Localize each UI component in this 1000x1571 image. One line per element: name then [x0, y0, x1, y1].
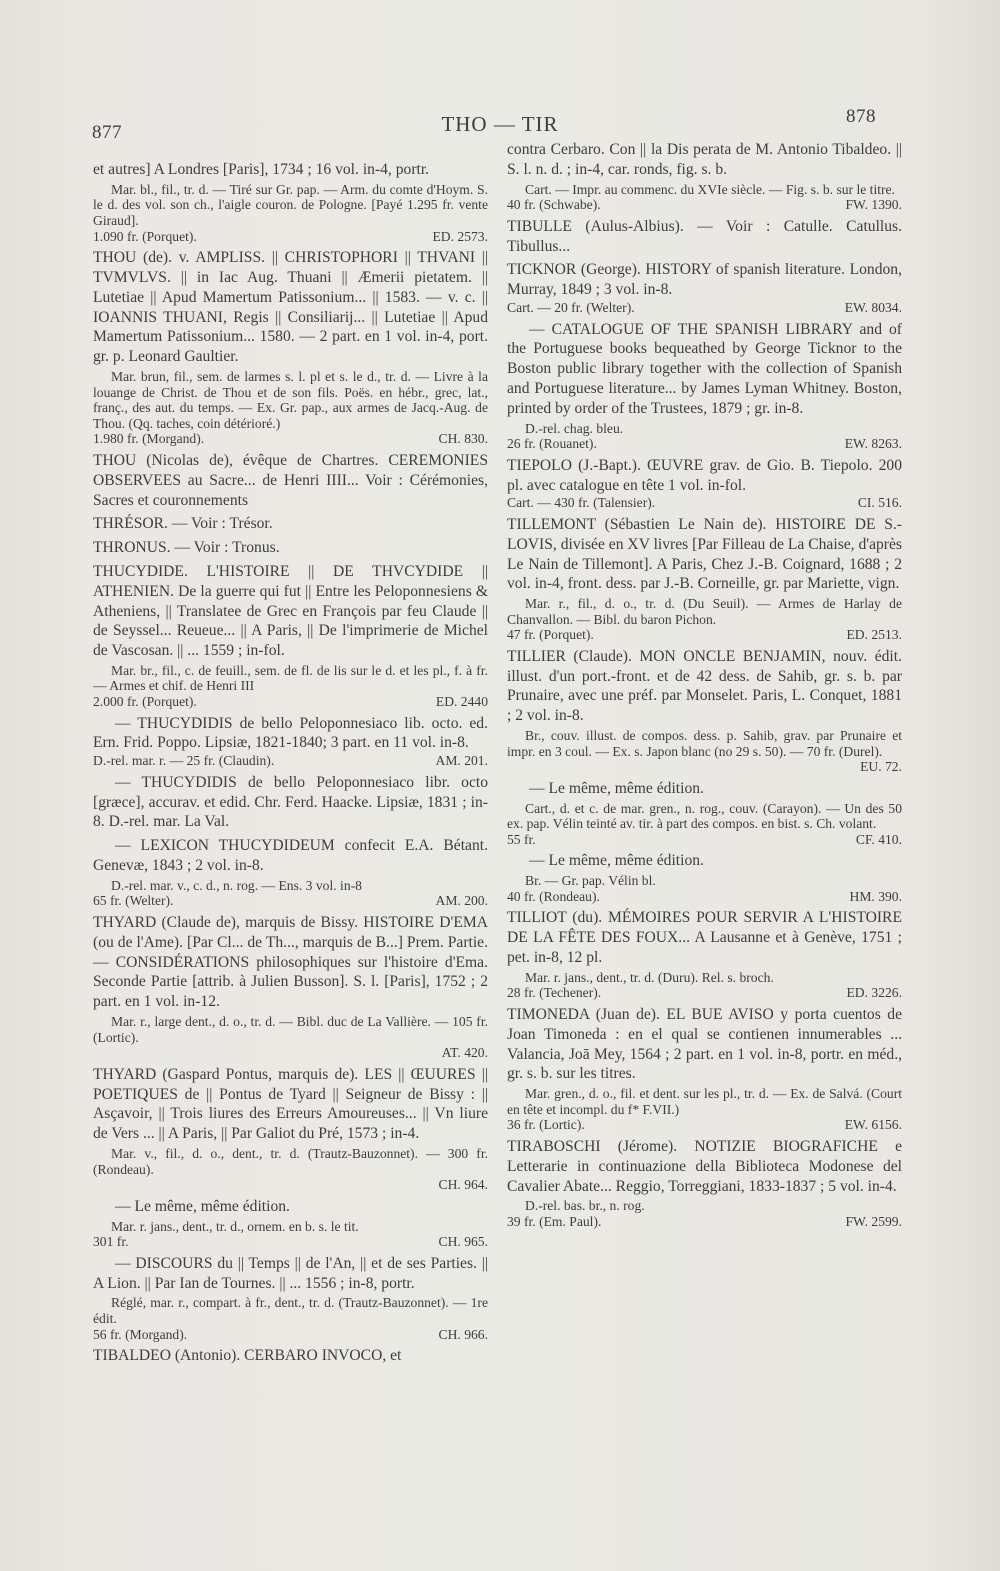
binding-note: D.-rel. chag. bleu. — [525, 420, 624, 436]
catalogue-reference: AT. 420. — [441, 1045, 488, 1061]
binding-note: Mar. brun, fil., sem. de larmes s. l. pl et s. le d., tr. d. — Livre à la louange de Christ. de Thou et de son fils. Poës. en hébr., grec, lat., franç., des aut. du temps. — Ex. Gr. pap., aux armes de Jacq.-Aug. de Thou. (Qq. taches, coin détérioré.) — [93, 368, 488, 431]
catalogue-entry — [507, 1137, 902, 1230]
sale-price: 47 fr. (Porquet). — [507, 627, 594, 643]
catalogue-reference: EW. 8263. — [844, 436, 902, 452]
catalogue-entry — [93, 1197, 488, 1250]
sale-price: D.-rel. mar. r. — 25 fr. (Claudin). — [93, 753, 275, 769]
entry-heading: TIEPOLO (J.-Bapt.). ŒUVRE grav. de Gio. B. Tiepolo. 200 pl. avec catalogue en tête 1 vol. in-fol. — [507, 456, 902, 494]
entry-heading: contra Cerbaro. Con || la Dis perata de M. Antonio Tibaldeo. || S. l. n. d. ; in-4, car. ronds, fig. s. b. — [507, 141, 902, 178]
catalogue-reference: CH. 966. — [438, 1326, 488, 1342]
sale-line — [507, 495, 902, 511]
binding-note: Mar. r. jans., dent., tr. d. (Duru). Rel. s. broch. — [525, 969, 774, 985]
sale-price: 56 fr. (Morgand). — [93, 1326, 188, 1342]
sale-line — [507, 889, 902, 905]
sale-line — [507, 1117, 902, 1133]
sale-line — [93, 1234, 488, 1250]
sale-price: 40 fr. (Rondeau). — [507, 888, 600, 904]
catalogue-reference: CI. 516. — [857, 495, 902, 511]
catalogue-entry — [507, 320, 902, 452]
entry-heading: et autres] A Londres [Paris], 1734 ; 16 vol. in-4, portr. — [93, 161, 430, 178]
binding-note: Mar. gren., d. o., fil. et dent. sur les pl., tr. d. — Ex. de Salvá. (Court en tête et incompl. du f* F.VII.) — [507, 1086, 902, 1117]
entry-heading: THUCYDIDE. L'HISTOIRE || DE THVCYDIDE || ATHENIEN. De la guerre qui fut || Entre les Peloponnesiens & Atheniens, || Translatee de Grec en François par feu Claude || de Seyssel... Reueue... || A Paris, || De l'imprimerie de Michel de Vascosan. || ... 1559 ; in-fol. — [93, 562, 488, 660]
catalogue-reference: CH. 964. — [438, 1177, 488, 1193]
catalogue-entry — [507, 456, 902, 511]
sale-line — [507, 832, 902, 848]
catalogue-entry — [93, 1065, 488, 1193]
binding-note: Cart., d. et c. de mar. gren., n. rog., couv. (Carayon). — Un des 50 ex. pap. Vélin teinté av. tir. à part des compos. en bist. s. Ch. volant. — [507, 800, 902, 832]
entry-heading: TILLIER (Claude). MON ONCLE BENJAMIN, nouv. édit. illust. d'un port.-front. et de 42 dess. de Sahib, gr. s. b. par Prunaire, avec une préf. par Monselet. Paris, L. Conquet, 1881 ; 2 vol. in-8. — [507, 647, 902, 725]
binding-note: Mar. r. jans., dent., tr. d., ornem. en b. s. le tit. — [111, 1218, 359, 1234]
binding-note: D.-rel. bas. br., n. rog. — [525, 1198, 645, 1214]
catalogue-entry — [507, 217, 902, 257]
sale-price: 1.980 fr. (Morgand). — [93, 431, 205, 447]
catalogue-reference: EW. 6156. — [844, 1117, 902, 1133]
catalogue-entry — [93, 451, 488, 510]
entry-heading: — Le même, même édition. — [529, 779, 704, 797]
binding-note: Mar. br., fil., c. de feuill., sem. de fl. de lis sur le d. et les pl., f. à fr. — Armes et chif. de Henri III — [93, 662, 488, 694]
binding-note: Mar. v., fil., d. o., dent., tr. d. (Trautz-Bauzonnet). — 300 fr. (Rondeau). — [93, 1145, 488, 1177]
page-number-left: 877 — [92, 122, 122, 143]
binding-note: D.-rel. mar. v., c. d., n. rog. — Ens. 3 vol. in-8 — [111, 877, 362, 893]
entry-heading: — DISCOURS du || Temps || de l'An, || et de ses Parties. || A Lion. || Par Ian de Tournes. || ... 1556 ; in-8, portr. — [93, 1254, 488, 1292]
sale-line — [93, 229, 488, 245]
sale-line — [507, 627, 902, 643]
catalogue-entry — [507, 515, 902, 643]
catalogue-entry — [93, 514, 488, 534]
entry-heading: — THUCYDIDIS de bello Peloponnesiaco lib. octo. ed. Ern. Frid. Poppo. Lipsiæ, 1821-1840; 3 part. en 11 vol. in-8. — [93, 714, 488, 752]
catalogue-reference: FW. 2599. — [845, 1213, 902, 1229]
sale-line — [93, 1327, 488, 1343]
catalogue-entry — [507, 260, 902, 315]
catalogue-entry — [93, 248, 488, 447]
catalogue-reference: CF. 410. — [855, 831, 902, 847]
entry-heading: — LEXICON THUCYDIDEUM confecit E.A. Bétant. Genevæ, 1843 ; 2 vol. in-8. — [93, 837, 488, 875]
catalogue-reference: AM. 201. — [435, 753, 488, 769]
left-column — [93, 160, 488, 1370]
catalogue-entry — [93, 562, 488, 710]
catalogue-entry — [507, 140, 902, 213]
running-title: THO — TIR — [441, 112, 559, 136]
catalogue-reference: ED. 2573. — [432, 228, 488, 244]
sale-price: 40 fr. (Schwabe). — [507, 197, 601, 213]
binding-note: Br. — Gr. pap. Vélin bl. — [525, 873, 656, 889]
sale-line — [93, 694, 488, 710]
binding-note: Cart. — Impr. au commenc. du XVIe siècle. — Fig. s. b. sur le titre. — [525, 181, 895, 197]
catalogue-entry — [507, 851, 902, 904]
catalogue-entry — [93, 773, 488, 832]
catalogue-entry — [93, 1254, 488, 1342]
catalogue-entry — [507, 779, 902, 848]
catalogue-reference: HM. 390. — [849, 888, 902, 904]
entry-heading: TILLEMONT (Sébastien Le Nain de). HISTOIRE DE S.-LOVIS, divisée en XV livres [Par Filleau de La Chaise, d'après Le Nain de Tillemont]. A Paris, Chez J.-B. Coignard, 1688 ; 2 vol. in-4, front. dess. par J.-B. Corneille, gr. par Mariette, vign. — [507, 515, 902, 593]
sale-price: 26 fr. (Rouanet). — [507, 436, 597, 452]
binding-note: Mar. bl., fil., tr. d. — Tiré sur Gr. pap. — Arm. du comte d'Hoym. S. le d. des vol. son ch., l'aigle couron. de Pologne. [Payé 1.295 fr. vente Giraud]. — [93, 181, 488, 228]
catalogue-entry — [93, 1346, 488, 1366]
catalogue-reference: CH. 965. — [438, 1234, 488, 1250]
sale-line — [507, 985, 902, 1001]
catalogue-entry — [93, 836, 488, 909]
catalogue-entry — [93, 714, 488, 769]
sale-price: 39 fr. (Em. Paul). — [507, 1213, 602, 1229]
entry-heading: — THUCYDIDIS de bello Peloponnesiaco libr. octo [græce], accurav. et edid. Chr. Ferd. Haacke. Lipsiæ, 1831 ; in-8. D.-rel. mar. La Val. — [93, 773, 488, 831]
sale-price: 301 fr. — [93, 1234, 129, 1250]
sale-line — [93, 893, 488, 909]
sale-line — [93, 431, 488, 447]
entry-heading: TIBALDEO (Antonio). CERBARO INVOCO, et — [93, 1347, 402, 1365]
entry-heading: THRÉSOR. — Voir : Trésor. — [93, 515, 273, 533]
entry-heading: THYARD (Gaspard Pontus, marquis de). LES || ŒUURES || POETIQUES de || Pontus de Tyard || Seigneur de Bissy : || Asçavoir, || Trois liures des Erreurs Amoureuses... || Vn liure de Vers ... || A Paris, || Par Galiot du Pré, 1573 ; in-4. — [93, 1065, 488, 1143]
entry-heading: TIBULLE (Aulus-Albius). — Voir : Catulle. Catullus. Tibullus... — [507, 217, 902, 255]
sale-line — [507, 436, 902, 452]
entry-heading: TICKNOR (George). HISTORY of spanish literature. London, Murray, 1849 ; 3 vol. in-8. — [507, 261, 902, 299]
sale-line — [507, 1214, 902, 1230]
sale-price: 28 fr. (Techener). — [507, 985, 602, 1001]
sale-line — [93, 753, 488, 769]
sale-price: Cart. — 430 fr. (Talensier). — [507, 495, 656, 511]
sale-line — [93, 1177, 488, 1193]
sale-price: 1.090 fr. (Porquet). — [93, 228, 197, 244]
catalogue-reference: ED. 3226. — [846, 985, 902, 1001]
sale-line — [507, 197, 902, 213]
entry-heading: — CATALOGUE OF THE SPANISH LIBRARY and of the Portuguese books bequeathed by George Ticknor to the Boston public library together with the collection of Spanish and Portuguese literature... by James Lyman Whitney. Boston, printed by order of the Trustees, 1879 ; gr. in-8. — [507, 320, 902, 417]
entry-heading: THRONUS. — Voir : Tronus. — [93, 539, 280, 557]
catalogue-entry — [93, 538, 488, 558]
sale-price: 65 fr. (Welter). — [93, 893, 174, 909]
catalogue-entry — [507, 1005, 902, 1133]
page-number-right: 878 — [846, 106, 876, 127]
catalogue-reference: CH. 830. — [438, 431, 488, 447]
sale-price: 36 fr. (Lortic). — [507, 1117, 585, 1133]
catalogue-reference: ED. 2440 — [435, 694, 488, 710]
entry-heading: TIMONEDA (Juan de). EL BUE AVISO y porta cuentos de Joan Timoneda : en el qual se contienen innumerables ... Valancia, Joā Mey, 1564 ; 2 part. en 1 vol. in-8, portr. en méd., gr. s. b. sur les titres. — [507, 1006, 902, 1083]
sale-price: 55 fr. — [507, 831, 536, 847]
right-column — [507, 140, 902, 1234]
entry-heading: THOU (de). v. AMPLISS. || CHRISTOPHORI || THVANI || TVMVLVS. || in Iac Aug. Thuani || Æmerii pietatem. || Lutetiae || Apud Mamertum Patissonium... || 1583. — v. c. || IOANNIS THUANI, Regis || Consiliarij... || Lutetiae || Apud Mamertum Patissonium... 1580. — 2 part. en 1 vol. in-4, port. gr. p. Leonard Gaultier. — [93, 249, 488, 366]
entry-heading: — Le même, même édition. — [115, 1197, 290, 1215]
entry-heading: TIRABOSCHI (Jérome). NOTIZIE BIOGRAFICHE e Letterarie in continuazione della Biblioteca Modonese del Cavalier Abate... Reggio, Torreggiani, 1833-1837 ; 5 vol. in-4. — [507, 1137, 902, 1195]
catalogue-reference: EW. 8034. — [844, 299, 902, 315]
entry-heading: TILLIOT (du). MÉMOIRES POUR SERVIR A L'HISTOIRE DE LA FÊTE DES FOUX... A Lausanne et à Genève, 1751 ; pet. in-8, 12 pl. — [507, 909, 902, 967]
entry-heading: — Le même, même édition. — [529, 852, 704, 870]
sale-line — [93, 1045, 488, 1061]
sale-line — [507, 300, 902, 316]
catalogue-entry — [93, 913, 488, 1061]
catalogue-entry — [93, 160, 488, 244]
sale-line — [507, 759, 902, 775]
sale-price: Cart. — 20 fr. (Welter). — [507, 299, 635, 315]
catalogue-reference: FW. 1390. — [845, 197, 902, 213]
binding-note: Réglé, mar. r., compart. à fr., dent., tr. d. (Trautz-Bauzonnet). — 1re édit. — [93, 1295, 488, 1326]
catalogue-reference: AM. 200. — [435, 893, 488, 909]
entry-heading: THYARD (Claude de), marquis de Bissy. HISTOIRE D'EMA (ou de l'Ame). [Par Cl... de Th..., marquis de B...] Prem. Partie. — CONSIDÉRATIONS philosophiques sur l'histoire d'Ema. Seconde Partie [attrib. à Julien Busson]. S. l. [Paris], 1752 ; 2 part. en 1 vol. in-12. — [93, 914, 488, 1011]
binding-note: Mar. r., large dent., d. o., tr. d. — Bibl. duc de La Vallière. — 105 fr. (Lortic). — [93, 1014, 488, 1045]
catalogue-reference: ED. 2513. — [846, 627, 902, 643]
catalogue-reference: EU. 72. — [860, 759, 902, 775]
sale-price: 2.000 fr. (Porquet). — [93, 694, 197, 710]
binding-note: Br., couv. illust. de compos. dess. p. Sahib, grav. par Prunaire et impr. en 3 coul. — Ex. s. Japon blanc (no 29 s. 50). — 70 fr. (Durel). — [507, 728, 902, 759]
entry-heading: THOU (Nicolas de), évêque de Chartres. CEREMONIES OBSERVEES au Sacre... de Henri IIII... Voir : Cérémonies, Sacres et couronnements — [93, 451, 488, 509]
catalogue-entry — [507, 908, 902, 1001]
catalogue-entry — [507, 647, 902, 775]
binding-note: Mar. r., fil., d. o., tr. d. (Du Seuil). — Armes de Harlay de Chanvallon. — Bibl. du baron Pichon. — [507, 596, 902, 627]
